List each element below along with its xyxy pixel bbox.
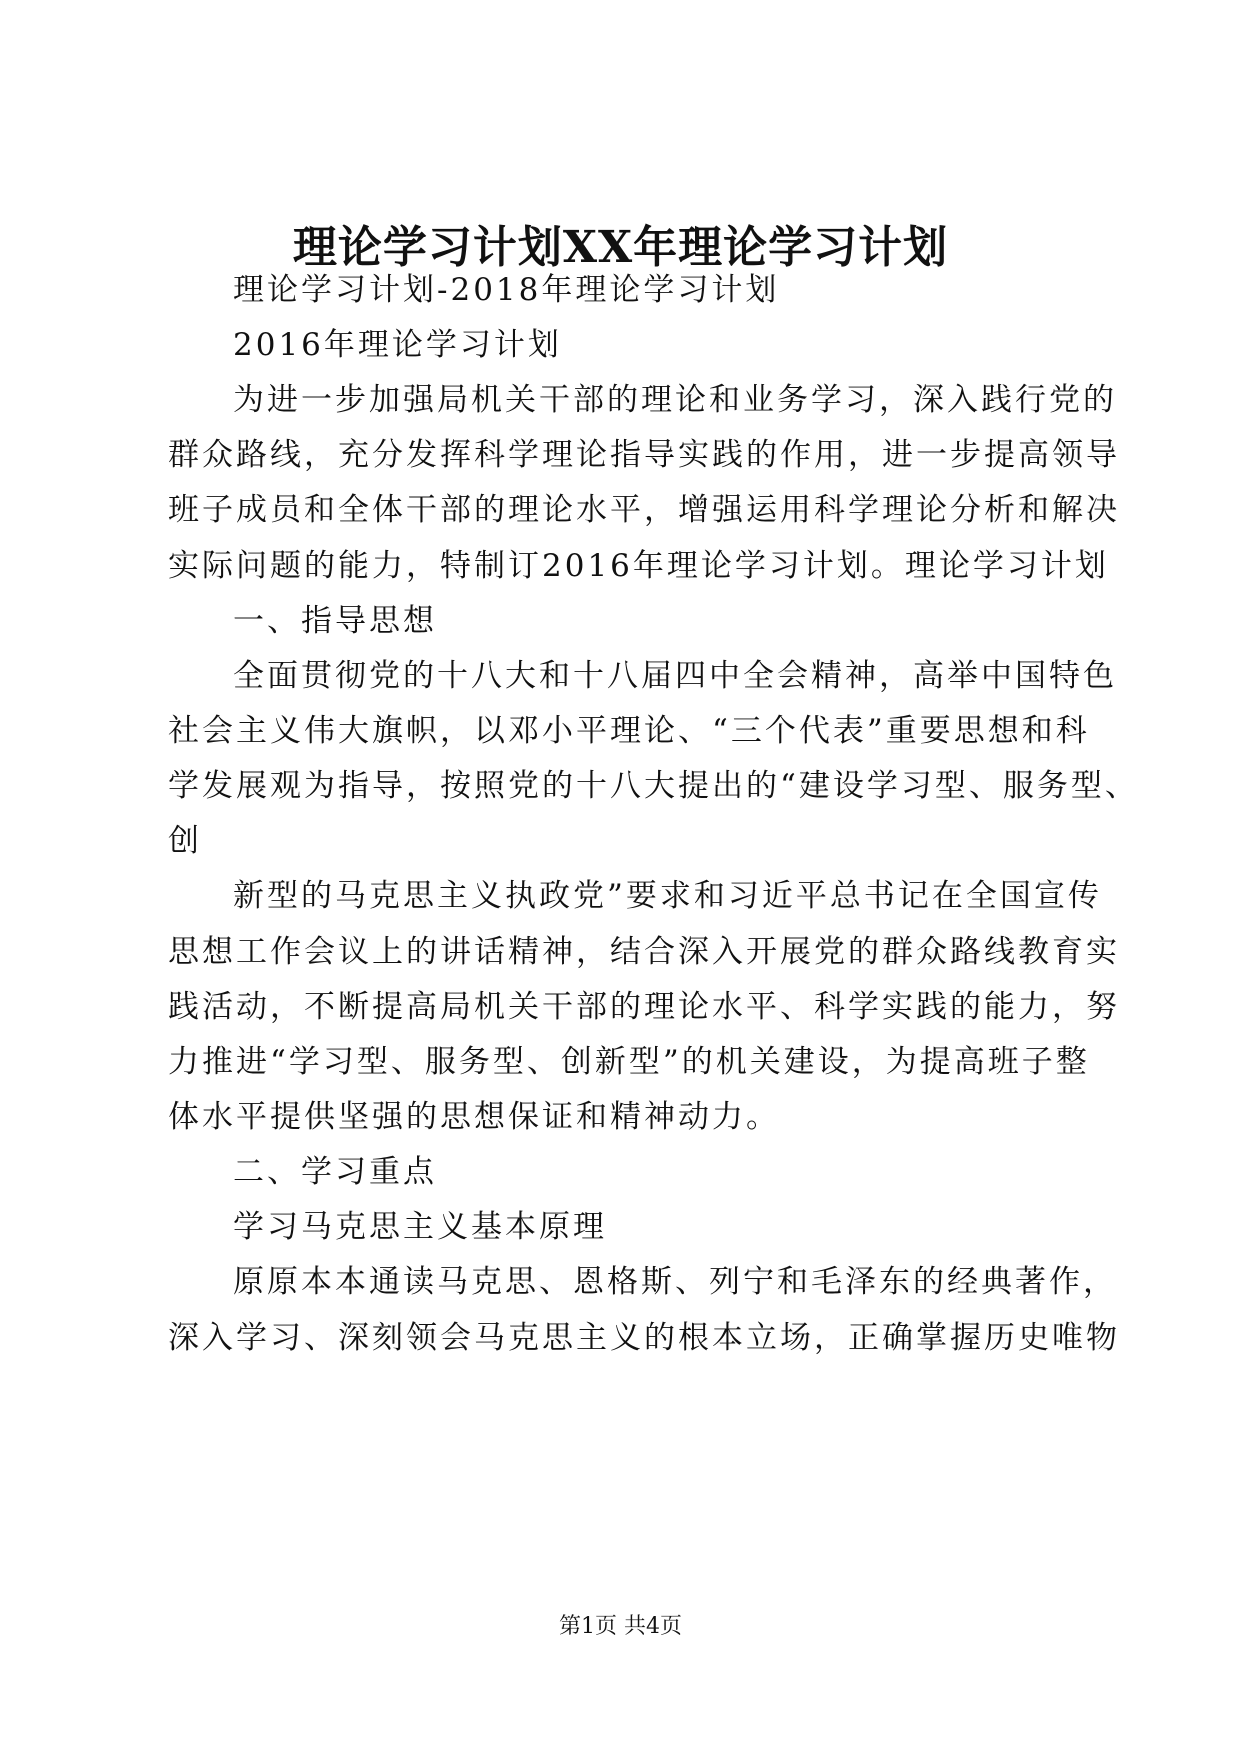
paragraph-line: 新型的马克思主义执政党”要求和习近平总书记在全国宣传 — [233, 878, 1102, 914]
paragraph-line: 群众路线，充分发挥科学理论指导实践的作用，进一步提高领导 — [168, 437, 1120, 473]
paragraph-line: 体水平提供坚强的思想保证和精神动力。 — [168, 1099, 780, 1135]
subsection-heading: 学习马克思主义基本原理 — [233, 1209, 607, 1245]
paragraph-line: 深入学习、深刻领会马克思主义的根本立场，正确掌握历史唯物 — [168, 1320, 1120, 1356]
paragraph-line: 班子成员和全体干部的理论水平，增强运用科学理论分析和解决 — [168, 492, 1120, 528]
paragraph-line: 创 — [168, 823, 202, 859]
paragraph-line: 原原本本通读马克思、恩格斯、列宁和毛泽东的经典著作， — [233, 1264, 1117, 1300]
section-heading-guiding-thought: 一、指导思想 — [233, 603, 437, 639]
paragraph-line: 思想工作会议上的讲话精神，结合深入开展党的群众路线教育实 — [168, 934, 1120, 970]
paragraph-line: 社会主义伟大旗帜，以邓小平理论、“三个代表”重要思想和科 — [168, 713, 1090, 749]
subtitle-line: 理论学习计划-2018年理论学习计划 — [233, 272, 780, 308]
paragraph-line: 全面贯彻党的十八大和十八届四中全会精神，高举中国特色 — [233, 658, 1117, 694]
section-heading-study-focus: 二、学习重点 — [233, 1154, 437, 1190]
page-number-footer: 第1页 共4页 — [559, 1614, 682, 1639]
paragraph-line: 实际问题的能力，特制订2016年理论学习计划。理论学习计划 — [168, 548, 1109, 584]
plan-year-heading: 2016年理论学习计划 — [233, 327, 562, 363]
paragraph-line: 学发展观为指导，按照党的十八大提出的“建设学习型、服务型、 — [168, 768, 1139, 804]
paragraph-line: 力推进“学习型、服务型、创新型”的机关建设，为提高班子整 — [168, 1044, 1090, 1080]
paragraph-line: 践活动，不断提高局机关干部的理论水平、科学实践的能力，努 — [168, 989, 1120, 1025]
paragraph-line: 为进一步加强局机关干部的理论和业务学习，深入践行党的 — [233, 382, 1117, 418]
document-title: 理论学习计划XX年理论学习计划 — [292, 222, 949, 273]
